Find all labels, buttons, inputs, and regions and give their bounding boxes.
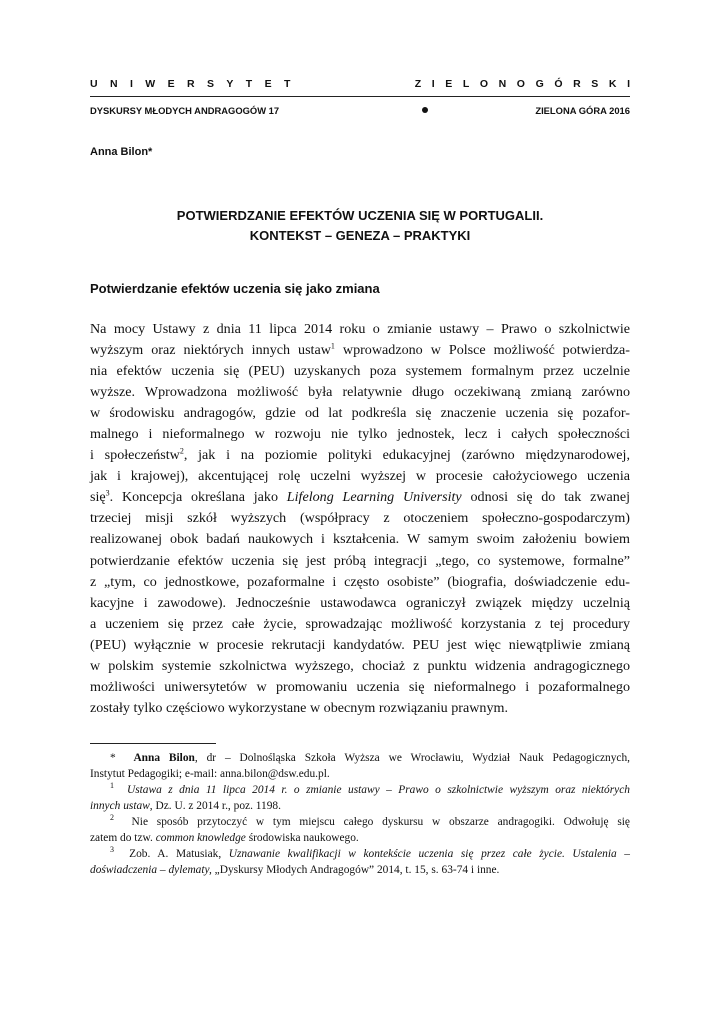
place-year: ZIELONA GÓRA 2016 [535,104,630,116]
section-heading: Potwierdzanie efektów uczenia się jako zmiana [90,281,380,296]
footnote-separator [90,743,216,744]
article-title [90,206,630,246]
body-line: a uczeniem się przez całe życie, sprowadzając możliwość korzystania z tej procedury [90,615,630,632]
body-line: trzeciej misji szkół wyższych (współpracy z otoczeniem społeczno-gospodarczym) [90,510,630,527]
body-line: w środowisku andragogów, gdzie od lat podkreśla się znaczenie uczenia się pozafor- [90,405,630,422]
header-rule [90,96,630,97]
body-line: Na mocy Ustawy z dnia 11 lipca 2014 roku o zmianie ustawy – Prawo o szkolnictwie [90,321,630,337]
footnote-3-cont: doświadczenia – dylematy, „Dyskursy Młodych Andragogów” 2014, t. 15, s. 63-74 i inne. [90,864,500,876]
body-line: wyższym oraz niektórych innych ustaw$^1$ wprowadzono w Polsce możliwość potwierdza- [90,341,630,359]
footnote-ref: 1 [330,341,335,351]
body-line: kacyjne i zawodowe). Jednocześnie ustawodawca ograniczył związek między uczelnią [90,594,630,611]
emphasis-term: Lifelong Learning University [286,489,462,506]
body-line: nia efektów uczenia się (PEU) uzyskanych poza systemem formalnym przez uczelnie [90,363,630,380]
university-name-left: UNIWERSYTET [90,78,303,90]
body-paragraph [90,319,630,719]
footnote-2: $^2$ Nie sposób przytoczyć w tym miejscu całego dyskursu w obszarze andragogiki. Odwołuję się [110,813,630,828]
body-line: zostały tylko częściowo wykorzystane w obecnym rozwiązaniu prawnym. [90,699,508,716]
body-line: jak i krajowej), akcentującej rolę uczelni wyższej w procesie całożyciowego uczenia [90,468,630,485]
body-line: realizowanej obok badań naukowych i kształcenia. W samym swoim założeniu bowiem [90,531,630,548]
body-line: malnego i nieformalnego w rozwoju nie tylko jednostek, lecz i całych społeczności [90,426,630,443]
body-line: potwierdzanie efektów uczenia się jest próbą integracji „tego, co systemowe, formalne” [90,552,630,569]
body-line: wyższe. Wprowadzona możliwość była relatywnie długo oczekiwaną zmianą zarówno [90,384,630,401]
body-line: i społeczeństw$^2$, jak i na poziomie polityki edukacyjnej (zarówno międzynarodowej, [90,446,630,464]
footnote-1-cont: innych ustaw, Dz. U. z 2014 r., poz. 1198. [90,800,281,812]
body-line: (PEU) wyłącznie w procesie rekrutacji kandydatów. PEU jest więc niewątpliwie zmianą [90,636,630,653]
footnote-author: * Anna Bilon, dr – Dolnośląska Szkoła Wyższa we Wrocławiu, Wydział Nauk Pedagogicznych, [110,752,630,764]
bullet-dot [422,107,428,113]
footnotes [90,750,630,878]
title-line-1: POTWIERDZANIE EFEKTÓW UCZENIA SIĘ W PORTUGALII. [176,208,544,223]
running-header-bottom [90,103,630,117]
footnote-author-cont: Instytut Pedagogiki; e-mail: anna.bilon@dsw.edu.pl. [90,768,330,780]
footnote-2-cont: zatem do tzw. common knowledge środowiska naukowego. [90,832,359,844]
journal-name: DYSKURSY MŁODYCH ANDRAGOGÓW 17 [90,104,280,116]
footnote-ref: 3 [105,488,110,498]
body-line: w polskim systemie szkolnictwa wyższego, chociaż z punktu widzenia andragogicznego [90,657,630,674]
body-line: możliwości uniwersytetów w promowaniu uczenia się nieformalnego i pozaformalnego [90,678,630,695]
author-name: Anna Bilon* [90,146,153,158]
running-header-top [90,78,641,94]
body-line: się$^3$. Koncepcja określana jako Lifelong Learning University odnosi się do tak zwanej [90,488,631,506]
footnote-3: $^3$ Zob. A. Matusiak, Uznawanie kwalifikacji w kontekście uczenia się przez całe życie. Ustalenia – [110,845,630,860]
title-line-2: KONTEKST – GENEZA – PRAKTYKI [249,228,471,243]
footnote-ref: 2 [179,446,184,456]
university-name-right: ZIELONOGÓRSKI [414,78,641,90]
body-line: z „tym, co jednostkowe, pozaformalne i często osobiste” (biografia, doświadczenie edu- [90,573,630,590]
footnote-1: $^1$ Ustawa z dnia 11 lipca 2014 r. o zmianie ustawy – Prawo o szkolnictwie wyższym oraz niektórych [110,781,630,796]
